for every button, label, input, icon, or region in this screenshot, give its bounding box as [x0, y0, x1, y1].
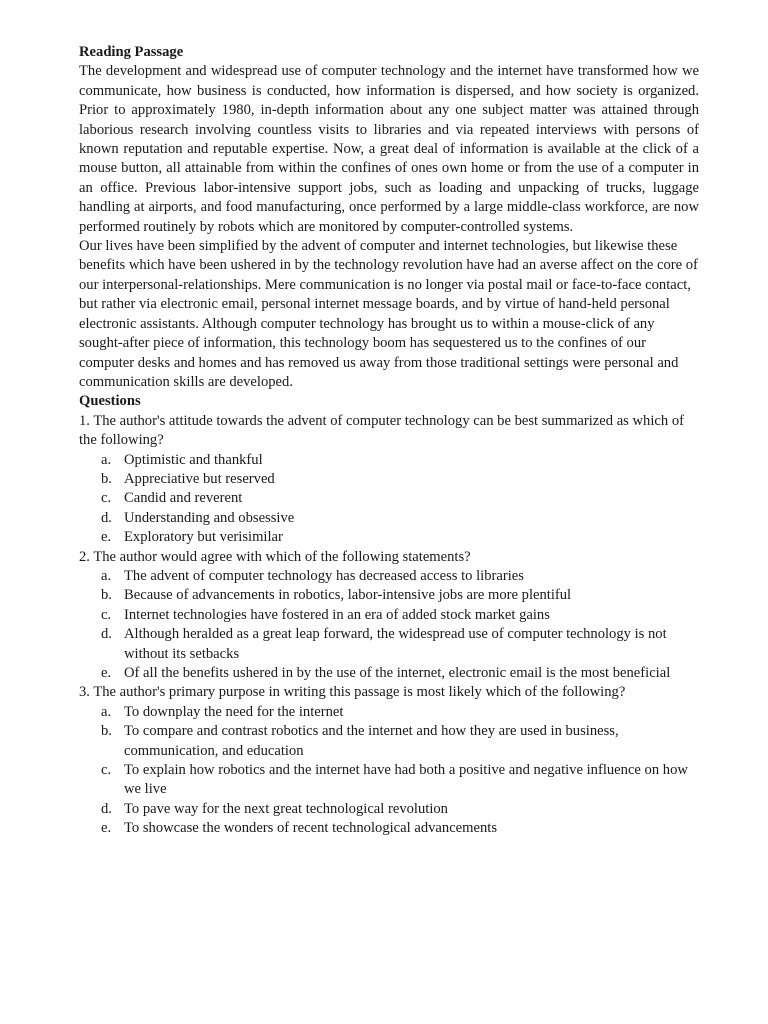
option-text: The advent of computer technology has decreased access to libraries — [124, 567, 524, 584]
passage-paragraph-2: Our lives have been simplified by the advent of computer and internet technologies, but likewise these benefits which have been ushered in by the technology revolution have had an averse affect on the core of our interpersonal-relationships. Mere communication is no longer via postal mail or face-to-face contact, but rather via electronic email, personal internet message boards, and by virtue of hand-held personal electronic assistants. Although computer technology has brought us to within a mouse-click of any sought-after piece of information, this technology boom has sequestered us to the confines of our computer desks and homes and has removed us away from those traditional settings were personal and communication skills are developed. — [79, 238, 698, 390]
option-letter: d. — [101, 509, 112, 526]
option-letter: e. — [101, 529, 112, 546]
question-1-option-d — [79, 509, 699, 528]
option-text: Because of advancements in robotics, labor-intensive jobs are more plentiful — [124, 587, 572, 604]
question-1-option-e — [79, 528, 699, 547]
option-text: To explain how robotics and the internet have had both a positive and negative influence on how we live — [124, 762, 688, 798]
question-2-option-e — [79, 664, 699, 683]
question-2-option-d — [79, 625, 699, 664]
option-text: Understanding and obsessive — [124, 509, 295, 526]
option-text: Appreciative but reserved — [124, 470, 275, 487]
option-letter: d. — [101, 626, 112, 643]
question-2-text: 2. The author would agree with which of the following statements? — [79, 548, 471, 565]
question-3-option-b — [79, 722, 699, 761]
passage-paragraph-1: The development and widespread use of computer technology and the internet have transformed how we communicate, how business is conducted, how information is dispersed, and how society is organized. Prior to approximately 1980, in-depth information about any one subject matter was attained through laborious research involving countless visits to libraries and via repeated interviews with persons of known reputation and reputable expertise. Now, a great deal of information is available at the click of a mouse button, all attainable from within the confines of ones own home or from the use of a computer in an office. Previous labor-intensive support jobs, such as loading and unpacking of trucks, luggage handling at airports, and food manufacturing, once performed by a large middle-class workforce, are now performed routinely by robots which are monitored by computer-controlled systems. — [79, 63, 699, 235]
option-text: Although heralded as a great leap forward, the widespread use of computer technology is not without its setbacks — [124, 626, 667, 662]
question-1-option-c — [79, 489, 699, 508]
option-text: Of all the benefits ushered in by the use of the internet, electronic email is the most beneficial — [124, 665, 671, 681]
question-3-text: 3. The author's primary purpose in writing this passage is most likely which of the following? — [79, 684, 626, 701]
option-letter: a. — [101, 451, 112, 468]
option-letter: b. — [101, 470, 112, 487]
document-page — [79, 43, 699, 839]
option-letter: a. — [101, 703, 112, 720]
option-letter: b. — [101, 723, 112, 740]
option-letter: a. — [101, 567, 112, 584]
option-letter: c. — [101, 606, 112, 623]
question-1-option-b — [79, 470, 699, 489]
option-text: Candid and reverent — [124, 490, 243, 507]
question-2-options — [79, 567, 699, 683]
question-3-option-c — [79, 761, 699, 800]
option-text: Optimistic and thankful — [124, 451, 263, 468]
option-text: Exploratory but verisimilar — [124, 529, 283, 546]
option-letter: c. — [101, 490, 112, 507]
option-letter: b. — [101, 587, 112, 604]
reading-passage-heading: Reading Passage — [79, 44, 184, 60]
option-letter: d. — [101, 800, 112, 817]
option-text: To compare and contrast robotics and the internet and how they are used in business, communication, and education — [124, 723, 619, 759]
question-block-2 — [79, 548, 699, 684]
option-text: To pave way for the next great technological revolution — [124, 800, 448, 817]
option-letter: e. — [101, 820, 112, 837]
question-2-option-c — [79, 606, 699, 625]
question-3-option-e — [79, 819, 699, 838]
option-text: Internet technologies have fostered in an era of added stock market gains — [124, 606, 550, 623]
question-block-3 — [79, 683, 699, 838]
option-text: To downplay the need for the internet — [124, 703, 344, 720]
question-block-1 — [79, 412, 699, 548]
questions-heading: Questions — [79, 393, 141, 410]
question-1-option-a — [79, 451, 699, 470]
option-text: To showcase the wonders of recent technological advancements — [124, 820, 498, 837]
question-3-option-a — [79, 703, 699, 722]
option-letter: e. — [101, 665, 112, 681]
question-1-options — [79, 451, 699, 548]
question-1-text: 1. The author's attitude towards the advent of computer technology can be best summarized as which of the following? — [79, 412, 684, 449]
question-2-option-b — [79, 586, 699, 605]
option-letter: c. — [101, 762, 112, 779]
question-2-option-a — [79, 567, 699, 586]
question-3-option-d — [79, 800, 699, 819]
question-3-options — [79, 703, 699, 839]
